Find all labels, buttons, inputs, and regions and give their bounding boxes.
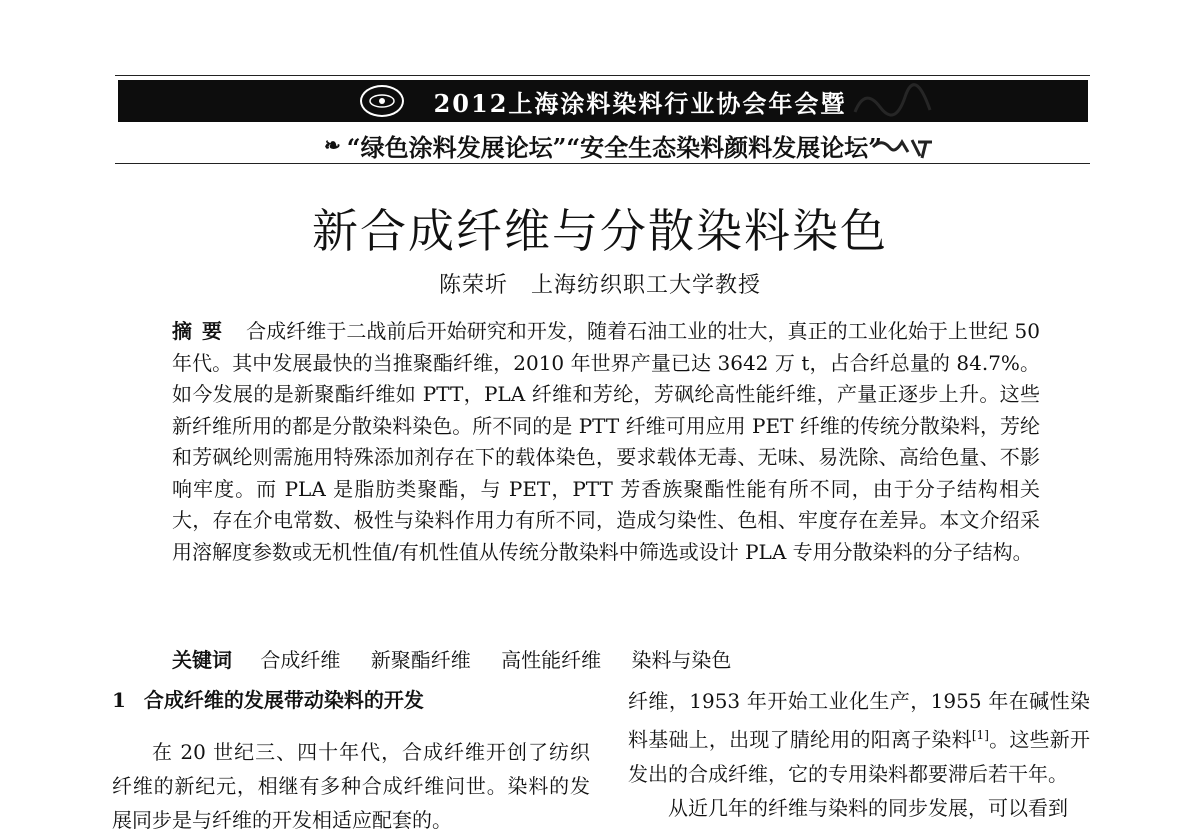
right-paragraph: 纤维，1953 年开始工业化生产，1955 年在碱性染料基础上，出现了腈纶用的阳离子染料[1]。这些新开发出的合成纤维，它的专用染料都要滞后若干年。: [628, 689, 1091, 786]
keyword-item: 新聚酯纤维: [370, 648, 471, 672]
abstract-label: 摘要: [172, 319, 233, 343]
citation-ref: [1]: [971, 728, 989, 742]
leaf-icon: ❧: [324, 133, 341, 157]
section-number: 1: [112, 688, 126, 712]
conference-banner: [118, 80, 1088, 122]
section-paragraph: 在 20 世纪三、四十年代，合成纤维开创了纺织纤维的新纪元，相继有多种合成纤维问世。染料的发展同步是与纤维的开发相适应配套的。: [112, 740, 590, 832]
author-line: 陈荣圻 上海纺织职工大学教授: [438, 273, 761, 298]
section-title: 合成纤维的发展带动染料的开发: [143, 688, 424, 712]
logo-emblem-icon: [367, 92, 397, 110]
keyword-item: 高性能纤维: [501, 648, 602, 672]
abstract-text: 合成纤维于二战前后开始研究和开发，随着石油工业的壮大，真正的工业化始于上世纪 50 年代。其中发展最快的当推聚酯纤维，2010 年世界产量已达 3642 万 t，占合纤总量的 84.7%。如今发展的是新聚酯纤维如 PTT，PLA 纤维和芳纶，芳砜纶高性能纤维，产量正逐步上升。这些新纤维所用的都是分散染料染色。所不同的是 PTT 纤维可用应用 PET 纤维的传统分散染料，芳纶和芳砜纶则需施用特殊添加剂存在下的载体染色，要求载体无毒、无味、易洗除、高给色量、不影响牢度。而 PLA 是脂肪类聚酯，与 PET，PTT 芳香族聚酯性能有所不同，由于分子结构相关大，存在介电常数、极性与染料作用力有所不同，造成匀染性、色相、牢度存在差异。本文介绍采用溶解度参数或无机性值/有机性值从传统分散染料中筛选或设计 PLA 专用分散染料的分子结构。: [172, 319, 1040, 564]
handwritten-mark-icon: [845, 82, 935, 122]
signature-icon: [870, 132, 940, 162]
paper-title: 新合成纤维与分散染料染色: [312, 204, 888, 258]
header-bottom-rule: [115, 163, 1090, 164]
right-paragraph-2: 从近几年的纤维与染料的同步发展，可以看到: [668, 795, 1068, 820]
header-top-rule: [115, 75, 1090, 76]
keywords-label: 关键词: [172, 648, 232, 672]
keywords: [172, 644, 1040, 673]
left-column: [112, 684, 590, 837]
section-heading: [112, 684, 590, 713]
forum-subtitle: ❧ “绿色涂料发展论坛”“安全生态染料颜料发展论坛”: [324, 132, 882, 162]
banner-title: 2012上海涂料染料行业协会年会暨: [433, 88, 847, 118]
keyword-item: 合成纤维: [260, 648, 341, 672]
keyword-item: 染料与染色: [631, 648, 732, 672]
abstract: [172, 316, 1040, 568]
association-logo-icon: [360, 85, 404, 117]
right-column: [628, 684, 1090, 825]
